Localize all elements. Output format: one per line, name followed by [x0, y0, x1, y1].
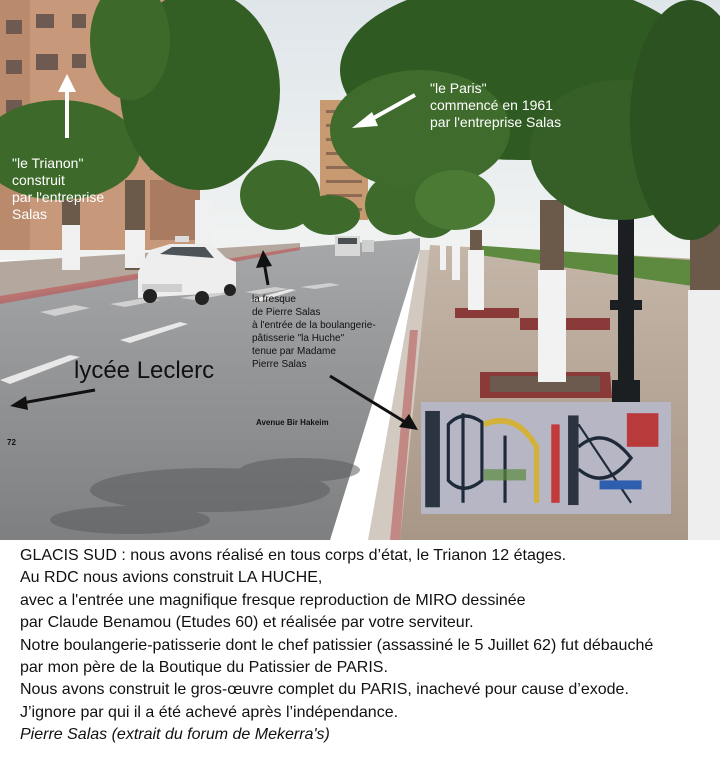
- caption-line: Notre boulangerie-patisserie dont le chef patissier (assassiné le 5 Juillet 62) fut débauché: [20, 636, 654, 654]
- annotation-lycee: lycée Leclerc: [74, 357, 215, 384]
- caption-line: Au RDC nous avions construit LA HUCHE,: [20, 569, 323, 587]
- caption-line: par mon père de la Boutique du Patissier de PARIS.: [20, 659, 388, 677]
- annotation-line: par l'entreprise Salas: [430, 114, 562, 130]
- annotation-line: pâtisserie "la Huche": [252, 333, 345, 344]
- fresco-image: [421, 402, 671, 514]
- annotation-paris: [430, 80, 561, 131]
- annotation-line: à l'entrée de la boulangerie-: [252, 320, 376, 331]
- caption-line: J’ignore par qui il a été achevé après l’indépendance.: [20, 703, 399, 721]
- annotation-trianon: [12, 155, 104, 223]
- caption-line: avec a l'entrée une magnifique fresque reproduction de MIRO dessinée: [20, 591, 526, 609]
- annotation-line: de Pierre Salas: [252, 307, 321, 318]
- caption-line: Nous avons construit le gros-œuvre complet du PARIS, inachevé pour cause d’exode.: [20, 681, 629, 699]
- caption-signature: Pierre Salas (extrait du forum de Mekerra's): [20, 726, 330, 744]
- caption-line: par Claude Benamou (Etudes 60) et réalisée par votre serviteur.: [20, 614, 474, 632]
- page-number: 72: [7, 438, 16, 447]
- fresco-inset: [421, 402, 671, 514]
- annotation-line: tenue par Madame: [252, 346, 336, 357]
- annotation-avenue: Avenue Bir Hakeim: [256, 418, 329, 427]
- annotation-line: "le Trianon": [12, 155, 84, 171]
- annotation-line: Salas: [12, 206, 48, 222]
- annotation-line: Pierre Salas: [252, 359, 307, 370]
- annotation-line: "le Paris": [430, 80, 487, 96]
- annotation-line: commencé en 1961: [430, 97, 553, 113]
- caption-line: GLACIS SUD : nous avons réalisé en tous corps d’état, le Trianon 12 étages.: [20, 547, 567, 564]
- annotation-line: la fresque: [252, 294, 296, 305]
- caption-block: [20, 545, 720, 747]
- annotation-line: par l'entreprise: [12, 189, 105, 205]
- annotation-fresque: [252, 293, 376, 371]
- annotation-line: construit: [12, 172, 65, 188]
